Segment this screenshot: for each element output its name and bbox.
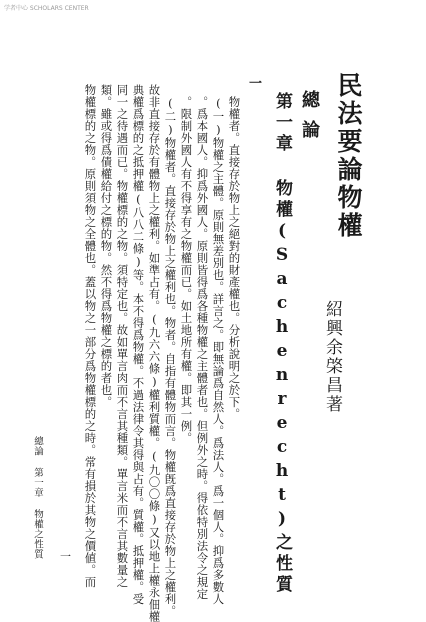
running-footer: 總論 第一章 物權之性質 bbox=[32, 436, 43, 559]
body-line-1: 物權者。直接存於物上之絕對的財產權也。分析說明之於下。 bbox=[227, 96, 242, 420]
body-line-4: 。限制外國人有不得享有之物權而已。如土地所有權。即其一例。 bbox=[179, 96, 194, 444]
body-line-7: 典權爲標的之抵押權(八八二條)等。本不得爲物權。不過法律令其得與占有。質權。抵押權。受 bbox=[131, 84, 146, 606]
page-number: 一 bbox=[60, 550, 71, 563]
body-line-3: 。爲本國人。抑爲外國人。原則皆得爲各種物權之主體者也。但例外之時。得依特別法令之規定 bbox=[195, 96, 210, 600]
body-line-6: 故非直接存於有體物上之權利。如準占有。(九六六條)權利質權。(九〇〇條)又以地上權永佃權 bbox=[147, 84, 162, 622]
book-title: 民法要論物權 bbox=[334, 72, 363, 240]
body-line-8: 同一之待遇而已。物權標的之物。須特定也。故如單言肉而不言其種類。單言米而不言其數量之 bbox=[115, 84, 130, 588]
body-line-10: 物權標的之物。原則須物之全體也。蓋以物之一部分爲物權標的之時。常有損於其物之價値。而 bbox=[83, 84, 98, 588]
author: 紹興余棨昌著 bbox=[322, 300, 342, 414]
body-line-9: 類。雖或得爲債權給付之標的物。然不得爲物權之標的者也。 bbox=[99, 84, 114, 408]
watermark: 学者中心 SCHOLARS CENTER bbox=[4, 5, 89, 12]
body-line-2: (一)物權之主體。原則無差別也。詳言之。即無論爲自然人。爲法人。爲一個人。抑爲多數人 bbox=[211, 96, 226, 606]
chapter-heading: 第一章 物權(Sachenrecht)之性質 bbox=[272, 92, 292, 596]
section-heading: 總論 bbox=[299, 90, 320, 150]
body-line-5: (二)物權者。直接存於物上之權利也。物者。自指有體物而言。物權旣爲直接存於物上之權利。 bbox=[163, 96, 178, 618]
paragraph-marker: 一 bbox=[246, 76, 261, 89]
